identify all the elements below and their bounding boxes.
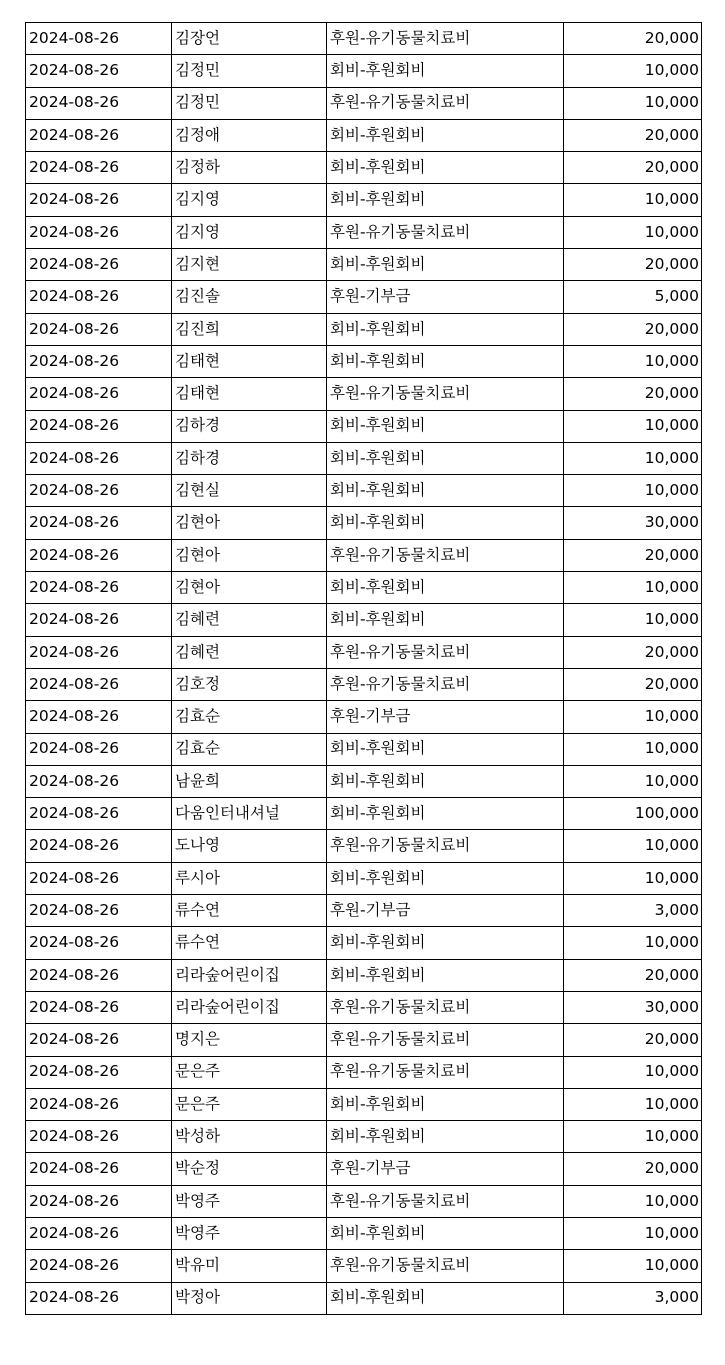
category-cell: 후원-기부금 <box>327 281 564 313</box>
amount-cell: 10,000 <box>564 87 702 119</box>
donor-name-cell: 김현아 <box>172 572 327 604</box>
amount-cell: 10,000 <box>564 475 702 507</box>
amount-cell: 10,000 <box>564 701 702 733</box>
donor-name-cell: 김지영 <box>172 184 327 216</box>
category-cell: 회비-후원회비 <box>327 1282 564 1314</box>
amount-cell: 10,000 <box>564 927 702 959</box>
donor-name-cell: 류수연 <box>172 895 327 927</box>
table-row <box>26 1153 702 1185</box>
category-cell: 후원-유기동물치료비 <box>327 378 564 410</box>
date-cell: 2024-08-26 <box>26 87 172 119</box>
donor-name-cell: 박유미 <box>172 1250 327 1282</box>
table-row <box>26 475 702 507</box>
donor-name-cell: 김하경 <box>172 442 327 474</box>
table-row <box>26 862 702 894</box>
amount-cell: 20,000 <box>564 152 702 184</box>
date-cell: 2024-08-26 <box>26 475 172 507</box>
category-cell: 회비-후원회비 <box>327 507 564 539</box>
donation-ledger-table <box>25 22 702 1315</box>
date-cell: 2024-08-26 <box>26 830 172 862</box>
category-cell: 회비-후원회비 <box>327 55 564 87</box>
amount-cell: 20,000 <box>564 668 702 700</box>
amount-cell: 10,000 <box>564 733 702 765</box>
category-cell: 후원-기부금 <box>327 701 564 733</box>
date-cell: 2024-08-26 <box>26 701 172 733</box>
category-cell: 후원-유기동물치료비 <box>327 830 564 862</box>
date-cell: 2024-08-26 <box>26 991 172 1023</box>
amount-cell: 10,000 <box>564 1217 702 1249</box>
table-row <box>26 1282 702 1314</box>
amount-cell: 10,000 <box>564 410 702 442</box>
amount-cell: 10,000 <box>564 1056 702 1088</box>
category-cell: 회비-후원회비 <box>327 184 564 216</box>
donor-name-cell: 문은주 <box>172 1056 327 1088</box>
table-row <box>26 1024 702 1056</box>
date-cell: 2024-08-26 <box>26 55 172 87</box>
table-row <box>26 87 702 119</box>
table-row <box>26 798 702 830</box>
amount-cell: 20,000 <box>564 119 702 151</box>
donor-name-cell: 박영주 <box>172 1217 327 1249</box>
date-cell: 2024-08-26 <box>26 572 172 604</box>
donor-name-cell: 루시아 <box>172 862 327 894</box>
amount-cell: 10,000 <box>564 1185 702 1217</box>
category-cell: 후원-기부금 <box>327 895 564 927</box>
amount-cell: 10,000 <box>564 55 702 87</box>
amount-cell: 10,000 <box>564 604 702 636</box>
donor-name-cell: 박순정 <box>172 1153 327 1185</box>
amount-cell: 10,000 <box>564 216 702 248</box>
table-row <box>26 1250 702 1282</box>
donor-name-cell: 김하경 <box>172 410 327 442</box>
donor-name-cell: 김지현 <box>172 249 327 281</box>
table-row <box>26 927 702 959</box>
donor-name-cell: 김장언 <box>172 23 327 55</box>
donor-name-cell: 김정애 <box>172 119 327 151</box>
date-cell: 2024-08-26 <box>26 410 172 442</box>
table-row <box>26 313 702 345</box>
date-cell: 2024-08-26 <box>26 1024 172 1056</box>
date-cell: 2024-08-26 <box>26 1217 172 1249</box>
date-cell: 2024-08-26 <box>26 442 172 474</box>
amount-cell: 10,000 <box>564 184 702 216</box>
amount-cell: 100,000 <box>564 798 702 830</box>
table-row <box>26 23 702 55</box>
donor-name-cell: 김정하 <box>172 152 327 184</box>
donor-name-cell: 김진솔 <box>172 281 327 313</box>
category-cell: 회비-후원회비 <box>327 1217 564 1249</box>
donor-name-cell: 김현아 <box>172 507 327 539</box>
category-cell: 후원-유기동물치료비 <box>327 1056 564 1088</box>
table-row <box>26 1121 702 1153</box>
table-row <box>26 991 702 1023</box>
donor-name-cell: 김태현 <box>172 345 327 377</box>
date-cell: 2024-08-26 <box>26 604 172 636</box>
date-cell: 2024-08-26 <box>26 216 172 248</box>
donor-name-cell: 남윤희 <box>172 765 327 797</box>
date-cell: 2024-08-26 <box>26 668 172 700</box>
date-cell: 2024-08-26 <box>26 733 172 765</box>
category-cell: 회비-후원회비 <box>327 862 564 894</box>
category-cell: 후원-유기동물치료비 <box>327 991 564 1023</box>
table-row <box>26 1217 702 1249</box>
category-cell: 회비-후원회비 <box>327 152 564 184</box>
table-row <box>26 152 702 184</box>
category-cell: 회비-후원회비 <box>327 119 564 151</box>
category-cell: 회비-후원회비 <box>327 1088 564 1120</box>
date-cell: 2024-08-26 <box>26 1056 172 1088</box>
amount-cell: 3,000 <box>564 1282 702 1314</box>
table-row <box>26 830 702 862</box>
table-row <box>26 733 702 765</box>
amount-cell: 10,000 <box>564 1250 702 1282</box>
table-row <box>26 184 702 216</box>
table-row <box>26 216 702 248</box>
amount-cell: 10,000 <box>564 862 702 894</box>
amount-cell: 5,000 <box>564 281 702 313</box>
donor-name-cell: 김진희 <box>172 313 327 345</box>
date-cell: 2024-08-26 <box>26 249 172 281</box>
donor-name-cell: 김지영 <box>172 216 327 248</box>
date-cell: 2024-08-26 <box>26 1250 172 1282</box>
date-cell: 2024-08-26 <box>26 507 172 539</box>
category-cell: 후원-유기동물치료비 <box>327 1024 564 1056</box>
category-cell: 회비-후원회비 <box>327 442 564 474</box>
table-row <box>26 442 702 474</box>
category-cell: 회비-후원회비 <box>327 927 564 959</box>
table-row <box>26 668 702 700</box>
donor-name-cell: 류수연 <box>172 927 327 959</box>
table-row <box>26 55 702 87</box>
date-cell: 2024-08-26 <box>26 345 172 377</box>
table-row <box>26 119 702 151</box>
donor-name-cell: 김효순 <box>172 701 327 733</box>
donor-name-cell: 박영주 <box>172 1185 327 1217</box>
amount-cell: 20,000 <box>564 1024 702 1056</box>
table-row <box>26 604 702 636</box>
category-cell: 회비-후원회비 <box>327 572 564 604</box>
donor-name-cell: 리라숲어린이집 <box>172 959 327 991</box>
category-cell: 후원-유기동물치료비 <box>327 539 564 571</box>
date-cell: 2024-08-26 <box>26 184 172 216</box>
date-cell: 2024-08-26 <box>26 927 172 959</box>
table-row <box>26 345 702 377</box>
amount-cell: 20,000 <box>564 959 702 991</box>
date-cell: 2024-08-26 <box>26 539 172 571</box>
category-cell: 후원-유기동물치료비 <box>327 87 564 119</box>
date-cell: 2024-08-26 <box>26 1185 172 1217</box>
date-cell: 2024-08-26 <box>26 1282 172 1314</box>
date-cell: 2024-08-26 <box>26 636 172 668</box>
amount-cell: 20,000 <box>564 378 702 410</box>
amount-cell: 3,000 <box>564 895 702 927</box>
donor-name-cell: 도나영 <box>172 830 327 862</box>
date-cell: 2024-08-26 <box>26 378 172 410</box>
amount-cell: 10,000 <box>564 572 702 604</box>
donor-name-cell: 박정아 <box>172 1282 327 1314</box>
amount-cell: 20,000 <box>564 313 702 345</box>
ledger-body <box>26 23 702 1315</box>
date-cell: 2024-08-26 <box>26 895 172 927</box>
category-cell: 후원-유기동물치료비 <box>327 23 564 55</box>
date-cell: 2024-08-26 <box>26 1088 172 1120</box>
table-row <box>26 378 702 410</box>
table-row <box>26 895 702 927</box>
category-cell: 회비-후원회비 <box>327 475 564 507</box>
category-cell: 회비-후원회비 <box>327 345 564 377</box>
category-cell: 회비-후원회비 <box>327 1121 564 1153</box>
donor-name-cell: 문은주 <box>172 1088 327 1120</box>
category-cell: 후원-유기동물치료비 <box>327 1185 564 1217</box>
date-cell: 2024-08-26 <box>26 798 172 830</box>
date-cell: 2024-08-26 <box>26 765 172 797</box>
category-cell: 회비-후원회비 <box>327 249 564 281</box>
table-row <box>26 1056 702 1088</box>
category-cell: 후원-기부금 <box>327 1153 564 1185</box>
category-cell: 회비-후원회비 <box>327 604 564 636</box>
donor-name-cell: 김효순 <box>172 733 327 765</box>
amount-cell: 20,000 <box>564 249 702 281</box>
table-row <box>26 410 702 442</box>
category-cell: 회비-후원회비 <box>327 765 564 797</box>
donor-name-cell: 김혜련 <box>172 604 327 636</box>
amount-cell: 20,000 <box>564 539 702 571</box>
donor-name-cell: 김호정 <box>172 668 327 700</box>
category-cell: 회비-후원회비 <box>327 733 564 765</box>
table-row <box>26 1185 702 1217</box>
amount-cell: 10,000 <box>564 765 702 797</box>
table-row <box>26 636 702 668</box>
date-cell: 2024-08-26 <box>26 119 172 151</box>
date-cell: 2024-08-26 <box>26 1121 172 1153</box>
date-cell: 2024-08-26 <box>26 1153 172 1185</box>
table-row <box>26 959 702 991</box>
date-cell: 2024-08-26 <box>26 862 172 894</box>
donor-name-cell: 박성하 <box>172 1121 327 1153</box>
table-row <box>26 507 702 539</box>
date-cell: 2024-08-26 <box>26 23 172 55</box>
amount-cell: 20,000 <box>564 1153 702 1185</box>
category-cell: 후원-유기동물치료비 <box>327 1250 564 1282</box>
table-row <box>26 249 702 281</box>
amount-cell: 30,000 <box>564 507 702 539</box>
date-cell: 2024-08-26 <box>26 313 172 345</box>
amount-cell: 20,000 <box>564 636 702 668</box>
category-cell: 후원-유기동물치료비 <box>327 216 564 248</box>
category-cell: 회비-후원회비 <box>327 959 564 991</box>
amount-cell: 10,000 <box>564 345 702 377</box>
donor-name-cell: 김현아 <box>172 539 327 571</box>
category-cell: 후원-유기동물치료비 <box>327 668 564 700</box>
category-cell: 회비-후원회비 <box>327 798 564 830</box>
date-cell: 2024-08-26 <box>26 152 172 184</box>
amount-cell: 10,000 <box>564 1121 702 1153</box>
table-row <box>26 765 702 797</box>
table-row <box>26 701 702 733</box>
amount-cell: 10,000 <box>564 442 702 474</box>
table-row <box>26 572 702 604</box>
donor-name-cell: 김정민 <box>172 87 327 119</box>
date-cell: 2024-08-26 <box>26 959 172 991</box>
amount-cell: 20,000 <box>564 23 702 55</box>
donor-name-cell: 김태현 <box>172 378 327 410</box>
donor-name-cell: 김혜련 <box>172 636 327 668</box>
donor-name-cell: 리라숲어린이집 <box>172 991 327 1023</box>
donor-name-cell: 다움인터내셔널 <box>172 798 327 830</box>
table-row <box>26 539 702 571</box>
donor-name-cell: 명지은 <box>172 1024 327 1056</box>
amount-cell: 10,000 <box>564 1088 702 1120</box>
table-row <box>26 281 702 313</box>
donor-name-cell: 김현실 <box>172 475 327 507</box>
category-cell: 회비-후원회비 <box>327 410 564 442</box>
table-row <box>26 1088 702 1120</box>
category-cell: 후원-유기동물치료비 <box>327 636 564 668</box>
amount-cell: 30,000 <box>564 991 702 1023</box>
category-cell: 회비-후원회비 <box>327 313 564 345</box>
amount-cell: 10,000 <box>564 830 702 862</box>
donor-name-cell: 김정민 <box>172 55 327 87</box>
date-cell: 2024-08-26 <box>26 281 172 313</box>
